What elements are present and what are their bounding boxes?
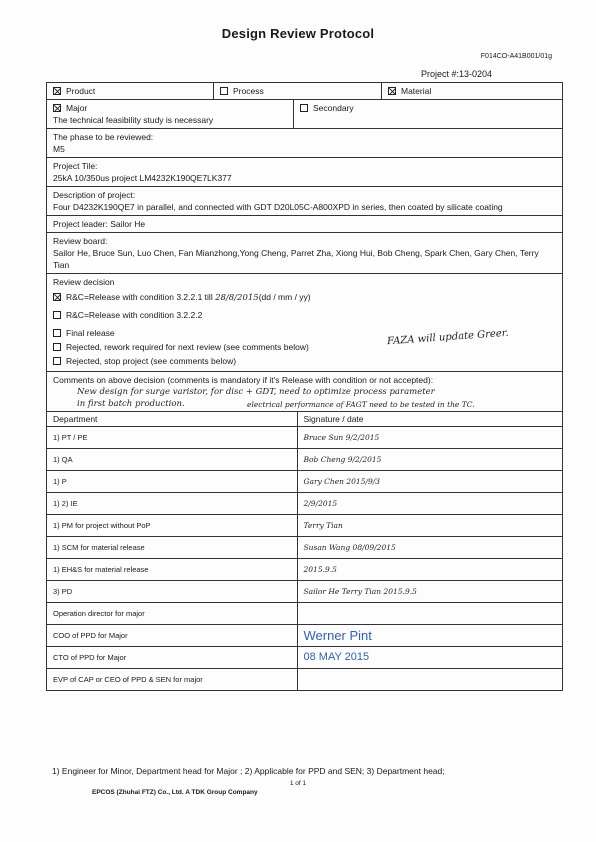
review-board-value: Sailor He, Bruce Sun, Luo Chen, Fan Mianzhong,Yong Cheng, Parret Zha, Xiong Hui, Bob Cheng, Spark Chen, Gary Chen, Terry Tian	[53, 248, 539, 270]
checkbox-checked-icon[interactable]	[53, 104, 61, 112]
category-process[interactable]: Process	[214, 83, 382, 99]
checkbox-checked-icon[interactable]	[53, 87, 61, 95]
table-row: Operation director for major	[47, 602, 562, 624]
table-row: COO of PPD for Major Werner Pint	[47, 624, 562, 646]
signature-cell[interactable]: Werner Pint	[297, 624, 562, 646]
project-title-value: 25kA 10/350us project LM4232K190QE7LK377	[53, 173, 232, 183]
table-row: 1) QA Bob Cheng 9/2/2015	[47, 448, 562, 470]
checkbox-empty-icon[interactable]	[53, 357, 61, 365]
footnote: 1) Engineer for Minor, Department head for Major ; 2) Applicable for PPD and SEN; 3) Department head;	[52, 766, 445, 776]
department-header: Department	[47, 412, 297, 426]
table-row: CTO of PPD for Major 08 MAY 2015	[47, 646, 562, 668]
table-header	[47, 412, 562, 426]
document-number: F014CO-A41B001/01g	[480, 53, 552, 60]
leader-row: Project leader: Sailor He	[47, 216, 562, 233]
company-name: EPCOS (Zhuhai FTZ) Co., Ltd. A TDK Group Company	[92, 789, 258, 796]
importance-major[interactable]: Major The technical feasibility study is necessary	[47, 100, 294, 128]
table-row: EVP of CAP or CEO of PPD & SEN for major	[47, 668, 562, 690]
page-number: 1 of 1	[289, 780, 307, 787]
signature-cell[interactable]: Gary Chen 2015/9/3	[297, 470, 562, 492]
page-title: Design Review Protocol	[221, 26, 375, 41]
handwritten-note: FAZA will update Greer.	[386, 327, 509, 348]
signature-cell[interactable]	[297, 668, 562, 690]
table-row: 1) P Gary Chen 2015/9/3	[47, 470, 562, 492]
signature-cell[interactable]: Bruce Sun 9/2/2015	[297, 426, 562, 448]
signature-cell[interactable]: Bob Cheng 9/2/2015	[297, 448, 562, 470]
signature-cell[interactable]: Sailor He Terry Tian 2015.9.5	[297, 580, 562, 602]
decision-option-4[interactable]: Rejected, rework required for next review (see comments below)	[53, 341, 556, 353]
project-number: Project #:13-0204	[420, 69, 492, 79]
decision-option-5[interactable]: Rejected, stop project (see comments below)	[53, 355, 556, 367]
table-row: 3) PD Sailor He Terry Tian 2015.9.5	[47, 580, 562, 602]
comments-row: Comments on above decision (comments is mandatory if it's Release with condition or not accepted): New design for surge varistor, for disc + GDT, need to optimize process parameter in first batch production. electrical performance of FAGT need to be tested in the TC.	[47, 372, 562, 412]
decision-option-1[interactable]: R&C=Release with condition 3.2.2.1 till 28/8/2015(dd / mm / yy)	[53, 291, 556, 304]
signature-cell[interactable]: Terry Tian	[297, 514, 562, 536]
checkbox-empty-icon[interactable]	[53, 329, 61, 337]
decision-option-3[interactable]: Final release	[53, 327, 556, 339]
description-value: Four D4232K190QE7 in parallel, and connected with GDT D20L05C-A800XPD in series, then coated by silicate coating	[53, 202, 503, 212]
category-material[interactable]: Material	[382, 83, 562, 99]
description-row: Description of project: Four D4232K190QE7 in parallel, and connected with GDT D20L05C-A800XPD in series, then coated by silicate coating	[47, 187, 562, 216]
table-row: 1) PM for project without PoP Terry Tian	[47, 514, 562, 536]
signature-cell[interactable]: 2/9/2015	[297, 492, 562, 514]
phase-value: M5	[53, 144, 65, 154]
checkbox-empty-icon[interactable]	[53, 343, 61, 351]
phase-row: The phase to be reviewed: M5	[47, 129, 562, 158]
decision-row: Review decision R&C=Release with condition 3.2.2.1 till 28/8/2015(dd / mm / yy) R&C=Release with condition 3.2.2.2 Final release Rejected, rework required for next review (see comments below) Rejected, stop project (see comments below) FAZA will update Greer.	[47, 274, 562, 372]
importance-row	[47, 100, 562, 129]
feasibility-note: The technical feasibility study is necessary	[53, 115, 214, 125]
category-product[interactable]: Product	[47, 83, 214, 99]
checkbox-checked-icon[interactable]	[388, 87, 396, 95]
signature-cell[interactable]: 2015.9.5	[297, 558, 562, 580]
handwritten-comment-1: New design for surge varistor, for disc + GDT, need to optimize process parameter	[77, 387, 435, 397]
table-row: 1) SCM for material release Susan Wang 08/09/2015	[47, 536, 562, 558]
handwritten-date: 28/8/2015	[215, 293, 259, 303]
handwritten-comment-2: in first batch production.	[77, 399, 185, 409]
signature-header: Signature / date	[297, 412, 562, 426]
checkbox-empty-icon[interactable]	[53, 311, 61, 319]
checkbox-checked-icon[interactable]	[53, 293, 61, 301]
review-form	[46, 82, 563, 691]
leader-value: Sailor He	[110, 219, 146, 229]
signature-cell[interactable]	[297, 602, 562, 624]
checkbox-empty-icon[interactable]	[300, 104, 308, 112]
importance-secondary[interactable]: Secondary	[294, 100, 562, 128]
table-row: 1) 2) IE 2/9/2015	[47, 492, 562, 514]
decision-option-2[interactable]: R&C=Release with condition 3.2.2.2	[53, 309, 556, 321]
table-row: 1) PT / PE Bruce Sun 9/2/2015	[47, 426, 562, 448]
table-row: 1) EH&S for material release 2015.9.5	[47, 558, 562, 580]
checkbox-empty-icon[interactable]	[220, 87, 228, 95]
department-table	[47, 412, 562, 690]
project-title-row: Project Tile: 25kA 10/350us project LM4232K190QE7LK377	[47, 158, 562, 187]
review-board-row: Review board: Sailor He, Bruce Sun, Luo Chen, Fan Mianzhong,Yong Cheng, Parret Zha, Xiong Hui, Bob Cheng, Spark Chen, Gary Chen, Terry Tian	[47, 233, 562, 274]
signature-cell[interactable]: Susan Wang 08/09/2015	[297, 536, 562, 558]
handwritten-comment-3: electrical performance of FAGT need to be tested in the TC.	[247, 400, 475, 409]
category-row	[47, 83, 562, 100]
signature-cell[interactable]: 08 MAY 2015	[297, 646, 562, 668]
